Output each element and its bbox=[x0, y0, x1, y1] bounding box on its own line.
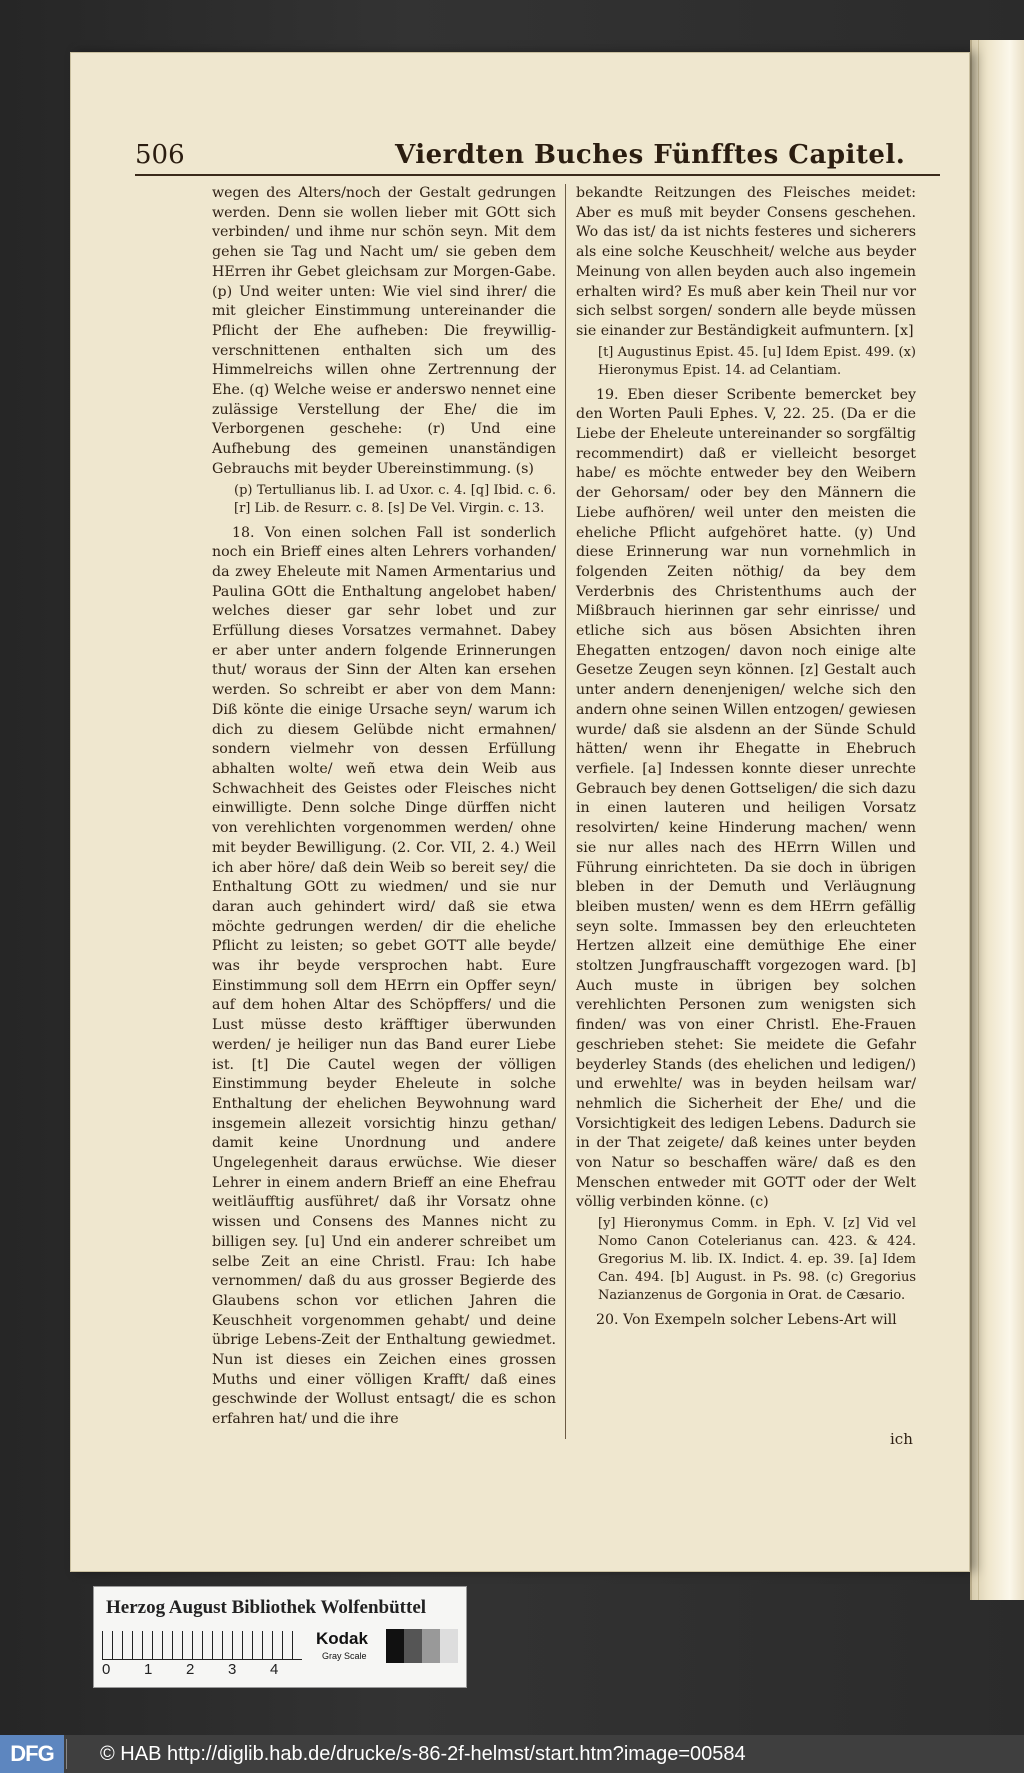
column-divider bbox=[565, 184, 566, 1439]
gray-swatch bbox=[386, 1629, 404, 1663]
right-paragraph: 20. Von Exempeln solcher Lebens-Art will bbox=[596, 1312, 897, 1329]
right-footnote: [y] Hieronymus Comm. in Eph. V. [z] Vid vel Nomo Canon Cotelerianus can. 423. & 424. Gregorius M. lib. IX. Indict. 4. ep. 39. [a] Idem Can. 494. [b] August. in Ps. 98. (c) Gregorius Nazianzenus de Gorgonia in Orat. de Cæsario. bbox=[598, 1216, 916, 1304]
right-footnote: [t] Augustinus Epist. 45. [u] Idem Epist. 499. (x) Hieronymus Epist. 14. ad Celantiam. bbox=[598, 344, 916, 378]
right-paragraph: 19. Eben dieser Scribente bemercket bey den Worten Pauli Ephes. V, 22. 25. (Da er die Liebe der Eheleute untereinander so sorgfältig recommendirt) daß er vielleicht besorget habe/ es möchte entweder bey den Weibern der Gehorsam/ oder bey den Männern die Liebe aufhören/ weil unter den meisten die eheliche Pflicht aufgehöret hatte. (y) Und diese Erinnerung war nun vornehmlich in folgenden Zeiten nöthig/ da bey dem Verderbnis des Christenthums auch der Mißbrauch hierinnen gar sehr einrisse/ und etliche sich aus bösen Absichten ihren Ehegatten entzogen/ davon noch einige alte Gesetze Zeugen seyn können. [z] Gestalt auch unter andern denenjenigen/ welche sich den andern ohne seinen Willen entzogen/ gewiesen wurde/ daß sie alsdenn an der Sünde Schuld hätten/ wenn ihr Ehegatte in Ehebruch verfiele. [a] Indessen konnte dieser unrechte Gebrauch bey denen Gottseligen/ die sich dazu in einen lauteren und heiligen Vorsatz resolvirten/ keine Hinderung machen/ wenn sie nur alles nach des HErrn Willen und Führung einrichteten. Da sie doch in übrigen bleben in der Demuth und Verläugnung bleiben musten/ wenn es dem HErrn gefällig seyn solte. Immassen bey den erleuchteten Hertzen allzeit eine demüthige Ehe einer stoltzen Jungfrauschafft vorgezogen ward. [b] Auch muste in übrigen bey solchen verehlichten Personen zum wenigsten sich finden/ was von einer Christl. Ehe-Frauen geschrieben stehet: Sie meidete die Gefahr beyderley Stands (des ehelichen und ledigen/) und erwehlte/ was in beyden heilsam war/ nehmlich die Sicherheit der Ehe/ und die Vorsichtigkeit des ledigen Lebens. Dadurch sie in der That zeigete/ daß keines unter beyden von Natur so beschaffen wäre/ daß es den Menschen entweder mit GOTT oder der Welt völlig verbinden könne. (c) bbox=[576, 386, 916, 1211]
right-column bbox=[576, 184, 916, 1331]
library-name: Herzog August Bibliothek Wolfenbüttel bbox=[106, 1597, 427, 1618]
running-title: Vierdten Buches Fünfftes Capitel. bbox=[395, 140, 906, 170]
dfg-logo: DFG bbox=[0, 1735, 64, 1773]
scan-target-card bbox=[93, 1586, 467, 1688]
left-column bbox=[212, 184, 556, 1430]
page-curve bbox=[978, 40, 1019, 1600]
gray-scale-label: Gray Scale bbox=[322, 1651, 367, 1661]
right-paragraph: bekandte Reitzungen des Fleisches meidet: Aber es muß mit beyder Consens geschehen. Wo das ist/ da ist nichts festeres und sicherers als eine solche Keuschheit/ welche aus beyder Meinung von allen beyden auch also ingemein erhalten wird? Es muß aber kein Theil nur vor sich selbst sorgen/ sondern alle beyde müssen sie einander zur Beständigkeit aufmuntern. [x] bbox=[576, 185, 916, 339]
catchword: ich bbox=[890, 1430, 913, 1448]
left-footnote: (p) Tertullianus lib. I. ad Uxor. c. 4. [q] Ibid. c. 6. [r] Lib. de Resurr. c. 8. [s] De Vel. Virgin. c. 13. bbox=[234, 482, 556, 516]
page-number: 506 bbox=[135, 140, 185, 170]
footer-credit-link[interactable]: © HAB http://diglib.hab.de/drucke/s-86-2f-helmst/start.htm?image=00584 bbox=[100, 1743, 746, 1765]
book-page-edge bbox=[970, 40, 1024, 1600]
left-paragraph: wegen des Alters/noch der Gestalt gedrungen werden. Denn sie wollen lieber mit GOtt sich verbinden/ und ihme nur schön seyn. Mit dem gehen sie Tag und Nacht um/ sie geben dem HErren ihr Gebet gleichsam zur Morgen-Gabe. (p) Und weiter unten: Wie viel sind ihrer/ die mit gleicher Einstimmung untereinander die Pflicht der Ehe aufheben: Die freywillig-verschnittenen enthalten sich um des Himmelreichs willen ohne Zertrennung der Ehe. (q) Welche weise er anderswo nennet eine zulässige Verstellung der Ehe/ die im Verborgenen geschehe: (r) Und eine Aufhebung des gemeinen unanständigen Gebrauchs mit beyder Ubereinstimmung. (s) bbox=[212, 185, 556, 477]
gray-swatch bbox=[440, 1629, 458, 1663]
ruler-number: 3 bbox=[228, 1661, 237, 1678]
gray-swatch bbox=[404, 1629, 422, 1663]
ruler-number: 4 bbox=[270, 1661, 279, 1678]
ruler-number: 0 bbox=[102, 1661, 111, 1678]
kodak-logo: Kodak bbox=[316, 1629, 368, 1648]
ruler-ticks bbox=[102, 1631, 302, 1660]
ruler-number: 1 bbox=[144, 1661, 153, 1678]
left-paragraph: 18. Von einen solchen Fall ist sonderlich noch ein Brieff eines alten Lehrers vorhanden/ da zwey Eheleute mit Namen Armentarius und Paulina GOtt die Enthaltung angelobet haben/ welches dieser gar sehr lobet und zur Erfüllung dieses Vorsatzes vermahnet. Dabey er aber unter andern folgende Erinnerungen thut/ woraus der Sinn der Alten kan ersehen werden. So schreibt er aber von dem Mann: Diß könte die einige Ursache seyn/ warum ich dich zu diesem Gelübde nicht ermahnen/ sondern vielmehr von dessen Erfüllung abhalten wolte/ weñ etwa dein Weib aus Schwachheit des Geistes oder Fleisches nicht einwilligte. Denn solche Dinge dürffen nicht von verehlichten vorgenommen werden/ ohne mit beyder Bewilligung. (2. Cor. VII, 2. 4.) Weil ich aber höre/ daß dein Weib so bereit sey/ die Enthaltung GOtt zu wiedmen/ und sie nur daran auch gehindert wird/ daß sie etwa möchte gedrungen werden/ dir die eheliche Pflicht zu leisten; so gebet GOTT alle beyde/ was ihr beyde versprochen habt. Eure Einstimmung soll dem HErrn ein Opffer seyn/ auf dem hohen Altar des Schöpffers/ und die Lust müsse desto kräfftiger überwunden werden/ je heiliger nun das Band eurer Liebe ist. [t] Die Cautel wegen der völligen Einstimmung beyder Eheleute in solche Enthaltung der ehelichen Beywohnung ward insgemein allezeit vorsichtig hinzu gethan/ damit keine Unordnung und andere Ungelegenheit daraus erwüchse. Wie dieser Lehrer in einem andern Brieff an eine Ehefrau weitläufftig ausführet/ daß ihr Vorsatz ohne wissen und Consens des Mannes nicht zu billigen sey. [u] Und ein anderer schreibet um selbe Zeit an eine Christl. Frau: Ich habe vernommen/ daß du aus grosser Begierde des Glaubens schon vor etlichen Jahren die Keuschheit vorgenommen gehabt/ und deine übrige Lebens-Zeit der Enthaltung gewiedmet. Nun ist dieses ein Zeichen eines grossen Muths und einer völligen Krafft/ daß eines geschwinde der Wollust entsagt/ die es schon erfahren hat/ und die ihre bbox=[212, 524, 556, 1428]
gray-scale-swatches bbox=[386, 1629, 458, 1663]
running-head bbox=[135, 140, 940, 176]
footer-separator bbox=[66, 1739, 67, 1769]
gray-swatch bbox=[422, 1629, 440, 1663]
ruler-numbers bbox=[102, 1661, 322, 1681]
ruler-number: 2 bbox=[186, 1661, 195, 1678]
